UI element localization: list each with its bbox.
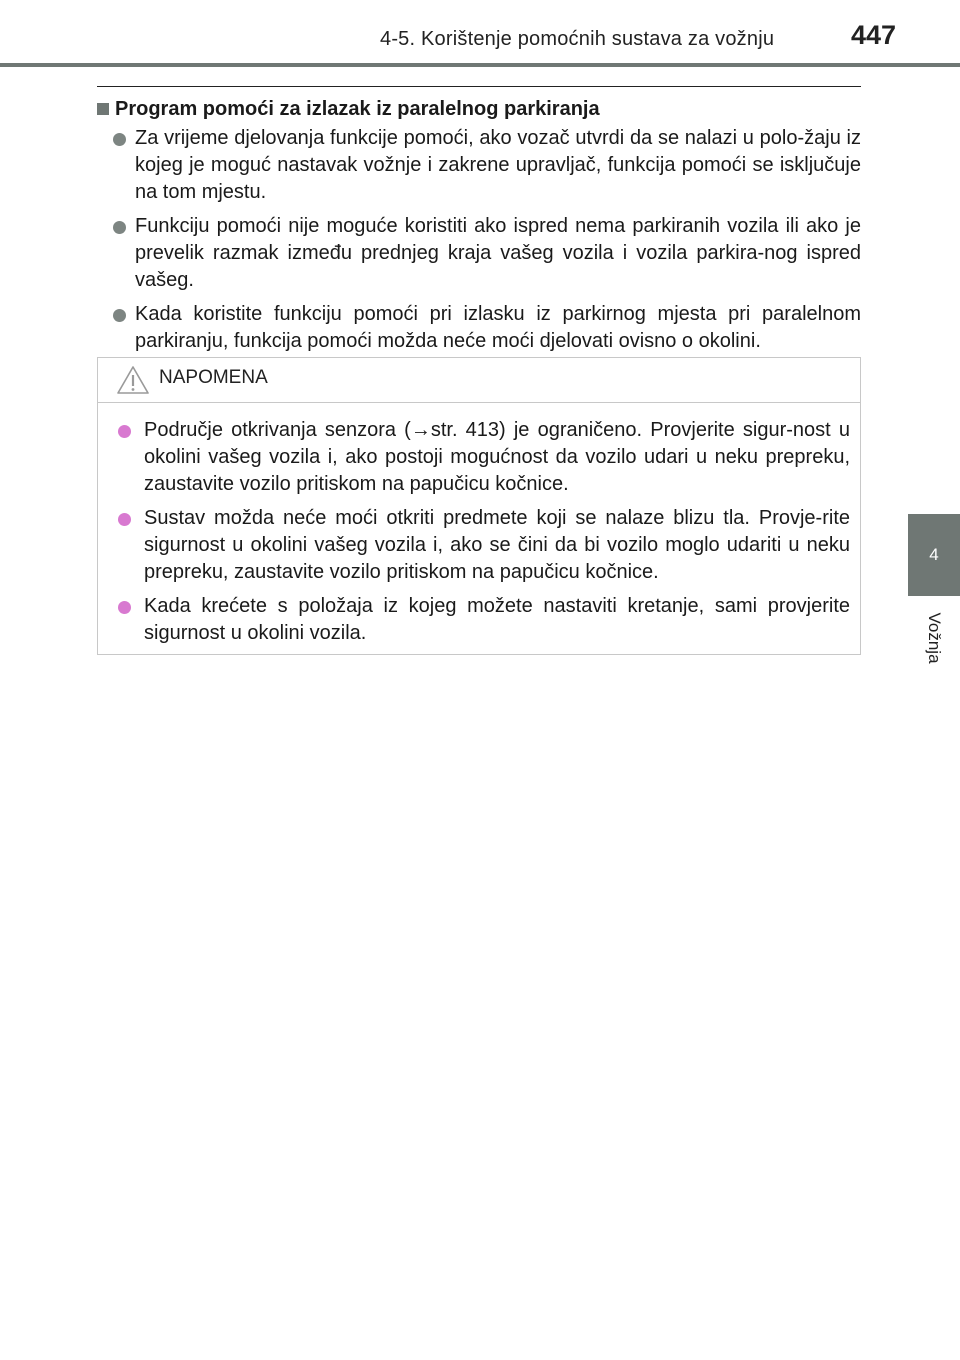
notice-title: NAPOMENA	[159, 367, 268, 388]
section-heading	[97, 96, 861, 122]
list-item	[106, 505, 850, 586]
page-number: 447	[850, 20, 896, 50]
section-bullet-list	[97, 125, 861, 355]
header-rule	[0, 63, 960, 67]
bullet-dot-icon	[118, 513, 131, 526]
bullet-dot-icon	[118, 601, 131, 614]
list-item-text: Područje otkrivanja senzora (→str. 413) je ograničeno. Provjerite sigur-nost u okolini vašeg vozila i, ako postoji mogućnost da vozilo udari u neku prepreku, zaustavite vozilo pritiskom na papučicu kočnice.	[144, 419, 850, 495]
warning-triangle-icon	[116, 365, 150, 395]
list-item	[97, 125, 861, 206]
chapter-label: Vožnja	[925, 612, 944, 664]
list-item-text: Za vrijeme djelovanja funkcije pomoći, ako vozač utvrdi da se nalazi u polo-žaju iz kojeg je moguć nastavak vožnje i zakrene upravljač, funkcija pomoći se isključuje na tom mjestu.	[135, 127, 861, 203]
list-item-text: Sustav možda neće moći otkriti predmete koji se nalaze blizu tla. Provje-rite sigurnost u okolini vašeg vozila i, ako se čini da bi vozilo moglo udariti u neku prepreku, zaustavite vozilo pritiskom na papučicu kočnice.	[144, 507, 850, 583]
notice-bullet-list	[98, 403, 860, 647]
square-bullet-icon	[97, 103, 109, 115]
list-item	[106, 593, 850, 647]
chapter-number: 4	[929, 545, 939, 564]
list-item-text: Kada krećete s položaja iz kojeg možete nastaviti kretanje, sami provjerite sigurnost u okolini vozila.	[144, 595, 850, 644]
parallel-exit-section	[97, 96, 861, 362]
page-section-title: 4-5. Korištenje pomoćnih sustava za vožnju	[380, 28, 775, 50]
list-item-text: Funkciju pomoći nije moguće koristiti ako ispred nema parkiranih vozila ili ako je prevelik razmak između prednjeg kraja vašeg vozila i vozila parkira-nog ispred vašeg.	[135, 215, 861, 291]
list-item-text: Kada koristite funkciju pomoći pri izlasku iz parkirnog mjesta pri paralelnom parkiranju, funkcija pomoći možda neće moći djelovati ovisno o okolini.	[135, 303, 861, 352]
section-heading-text: Program pomoći za izlazak iz paralelnog parkiranja	[115, 98, 600, 120]
bullet-dot-icon	[113, 309, 126, 322]
bullet-dot-icon	[113, 221, 126, 234]
list-item	[97, 213, 861, 294]
bullet-dot-icon	[118, 425, 131, 438]
notice-header	[98, 358, 860, 403]
chapter-tab	[908, 514, 960, 596]
bullet-dot-icon	[113, 133, 126, 146]
list-item	[106, 417, 850, 498]
notice-box	[97, 357, 861, 655]
list-item	[97, 301, 861, 355]
content-top-rule	[97, 86, 861, 87]
